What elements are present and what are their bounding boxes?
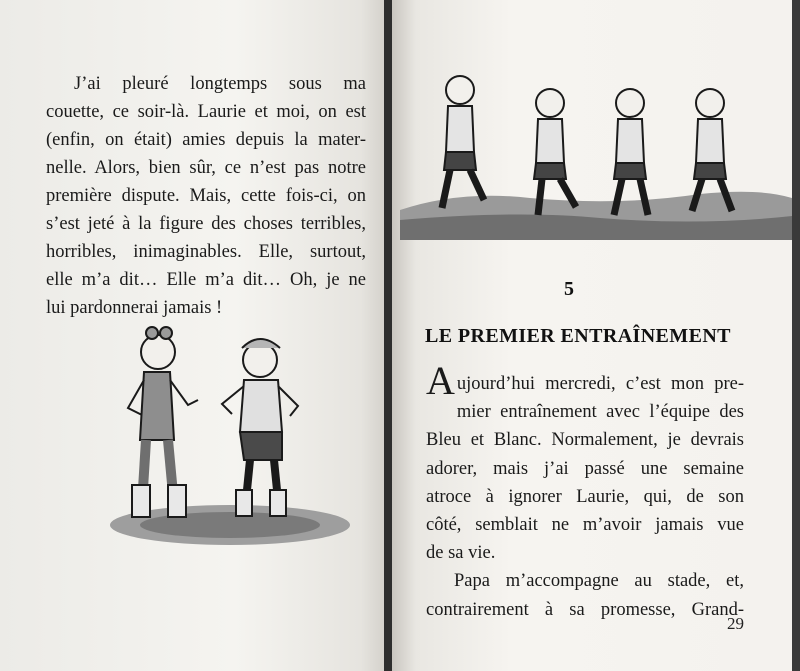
text-line: s’est jeté à la figure des choses terribles, (46, 214, 366, 234)
text-line: atroce à ignorer Laurie, qui, de son (426, 486, 744, 507)
text-line: horribles, inimaginables. Elle, surtout, (46, 242, 366, 262)
text-line: nelle. Alors, bien sûr, ce n’est pas notre (46, 158, 366, 178)
text-line: côté, semblait ne m’avoir jamais vue (426, 515, 744, 536)
chapter-number: 5 (564, 278, 574, 300)
text-line: première dispute. Mais, cette fois-ci, on (46, 186, 366, 206)
chapter-title: LE PREMIER ENTRAÎNEMENT (425, 325, 731, 347)
text-line: Papa m’accompagne au stade, et, (454, 571, 744, 592)
text-line: (enfin, on était) amies depuis la mater- (46, 130, 366, 150)
page-number: 29 (727, 614, 744, 633)
two-girls-arguing-illustration (100, 320, 370, 550)
text-line: Bleu et Blanc. Normalement, je devrais (426, 430, 744, 451)
page-gutter (384, 0, 392, 671)
text-line (426, 358, 744, 403)
text-line: mier entraînement avec l’équipe des (456, 402, 744, 423)
left-page-text (46, 70, 366, 322)
text-line: contrairement à sa promesse, Grand- (426, 599, 744, 620)
text-line: J’ai pleuré longtemps sous ma (74, 74, 366, 94)
text-line: lui pardonnerai jamais ! (46, 298, 223, 318)
dropcap-letter: A (426, 358, 455, 403)
text-line: de sa vie. (426, 543, 496, 564)
left-page (0, 0, 392, 671)
right-page-text (426, 358, 744, 624)
text-line: adorer, mais j’ai passé une semaine (426, 458, 744, 479)
four-kids-running-illustration (400, 60, 792, 240)
text-line-content: ujourd’hui mercredi, c’est mon pre- (456, 374, 744, 394)
text-line: elle m’a dit… Elle m’a dit… Oh, je ne (46, 270, 366, 290)
text-line: couette, ce soir-là. Laurie et moi, on est (46, 102, 366, 122)
